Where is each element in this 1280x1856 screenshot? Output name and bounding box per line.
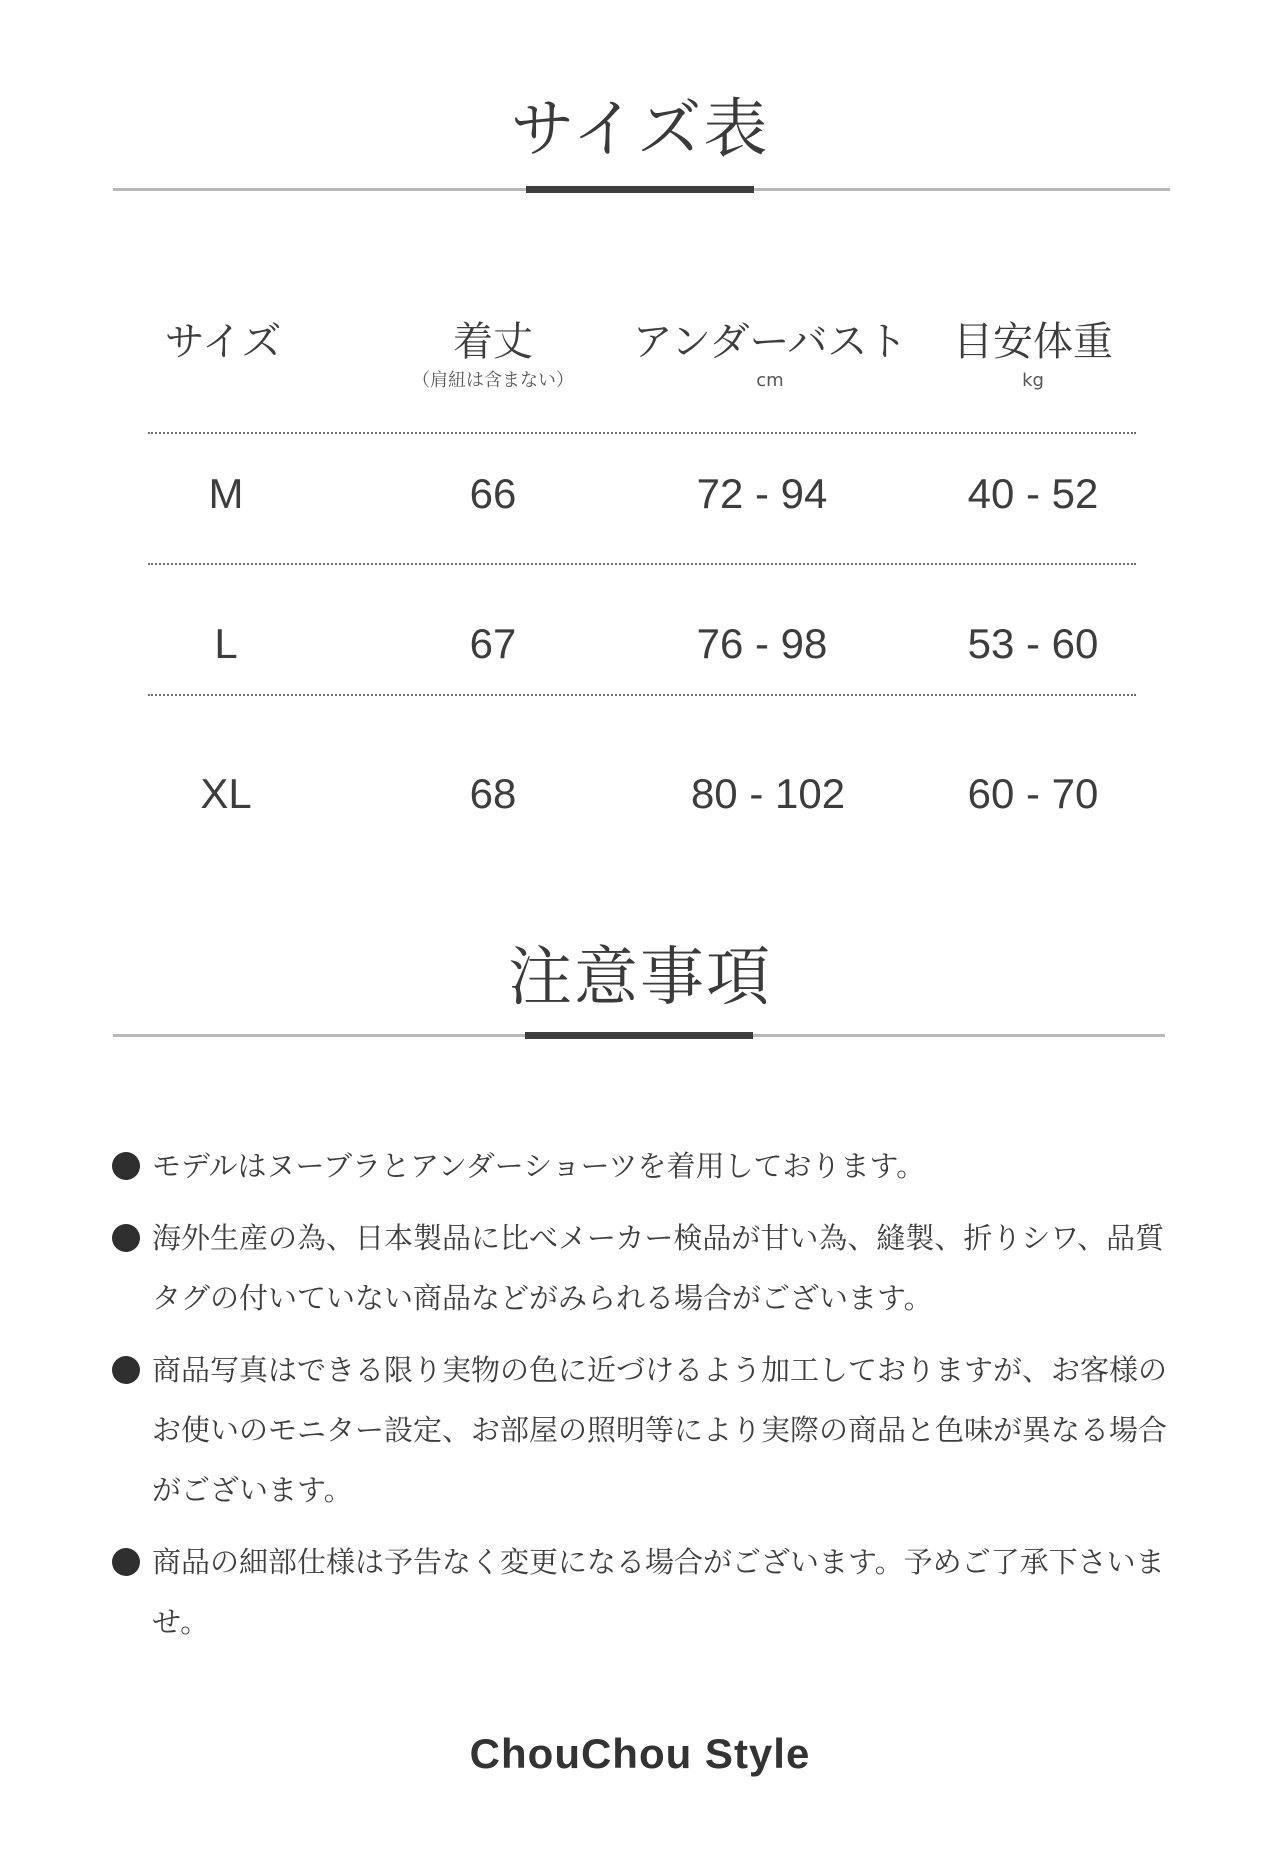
cell-length-xl: 68 [469,770,517,817]
notes-title-accent-bar [525,1032,753,1039]
list-item [112,1532,1182,1652]
note-text: モデルはヌーブラとアンダーショーツを着用しております。 [152,1149,926,1183]
size-chart-title: サイズ表 [510,93,770,167]
cell-size-xl: XL [200,770,252,817]
cell-length-m: 66 [469,470,517,517]
header-weight-label: 目安体重 [953,319,1113,365]
cell-underbust-m: 72 - 94 [696,470,828,517]
list-item [112,1340,1182,1520]
header-weight-unit: kg [1022,370,1044,391]
list-item [112,1136,1182,1196]
cell-underbust-xl: 80 - 102 [690,770,846,817]
header-underbust-unit: cm [756,370,784,391]
header-size [108,318,338,366]
bullet-icon [112,1548,140,1576]
note-text: 海外生産の為、日本製品に比べメーカー検品が甘い為、縫製、折りシワ、品質タグの付いていない商品などがみられる場合がございます。 [152,1221,1165,1315]
note-text: 商品の細部仕様は予告なく変更になる場合がございます。予めご了承下さいませ。 [152,1545,1165,1639]
notes-list [112,1136,1182,1664]
note-text: 商品写真はできる限り実物の色に近づけるよう加工しておりますが、お客様のお使いのモニター設定、お部屋の照明等により実際の商品と色味が異なる場合がございます。 [152,1353,1168,1507]
table-divider [148,563,1136,565]
header-underbust-label: アンダーバスト [632,319,908,365]
header-length-label: 着丈 [453,319,533,365]
bullet-icon [112,1356,140,1384]
cell-weight-xl: 60 - 70 [967,770,1099,817]
cell-weight-m: 40 - 52 [967,470,1099,517]
cell-size-l: L [214,620,238,667]
size-title-accent-bar [526,186,754,193]
cell-size-m: M [208,470,244,517]
header-length [363,318,623,392]
header-underbust [620,318,920,392]
bullet-icon [112,1224,140,1252]
bullet-icon [112,1152,140,1180]
notes-title: 注意事項 [508,941,772,1015]
header-weight [918,318,1148,392]
header-size-label: サイズ [164,319,282,365]
list-item [112,1208,1182,1328]
brand-logo-text: ChouChou Style [469,1730,811,1777]
cell-weight-l: 53 - 60 [967,620,1099,667]
header-length-note: （肩紐は含まない） [412,370,574,391]
cell-length-l: 67 [469,620,517,667]
cell-underbust-l: 76 - 98 [696,620,828,667]
table-divider [148,432,1136,434]
table-divider [148,694,1136,696]
